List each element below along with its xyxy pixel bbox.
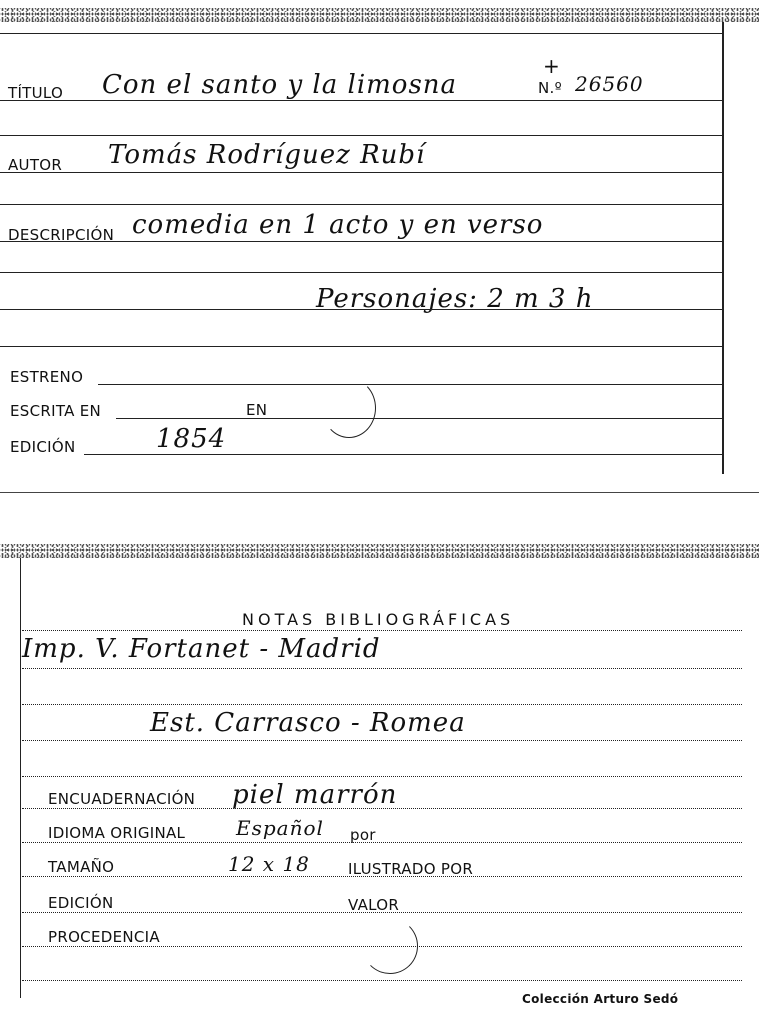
card-top-edge-speckle [0,8,759,22]
rule [0,272,722,273]
rule [22,946,742,947]
en-label: EN [246,401,268,419]
escrita-en-label: ESCRITA EN [10,402,102,420]
encuadernacion-value: piel marrón [232,780,398,810]
rule [0,33,722,34]
idioma-value: Español [236,816,324,840]
rule [116,418,722,419]
numero-label: N.º [538,79,562,97]
card-top-edge-speckle [0,544,759,558]
rule [22,842,742,843]
tamano-value: 12 x 18 [228,852,310,876]
descripcion-value: comedia en 1 acto y en verso [132,210,544,240]
descripcion-value-line2: Personajes: 2 m 3 h [316,284,594,314]
notes-line-1: Imp. V. Fortanet - Madrid [22,634,381,664]
valor-label: VALOR [348,896,400,914]
rule [22,980,742,981]
rule [0,204,722,205]
autor-label: AUTOR [8,156,63,174]
rule [0,135,722,136]
titulo-label: TÍTULO [8,84,64,102]
edicion-value: 1854 [156,424,227,454]
descripcion-label: DESCRIPCIÓN [8,226,115,244]
rule [84,454,722,455]
edicion-label: EDICIÓN [48,894,114,912]
rule [22,776,742,777]
card-separator [0,492,759,493]
rule [0,309,722,310]
rule [22,740,742,741]
collection-footer: Colección Arturo Sedó [522,992,679,1006]
tamano-label: TAMAÑO [48,858,115,876]
encuadernacion-label: ENCUADERNACIÓN [48,790,196,808]
notes-heading: NOTAS BIBLIOGRÁFICAS [242,610,515,629]
rule [0,346,722,347]
rule [0,241,722,242]
notes-line-2: Est. Carrasco - Romea [150,708,466,738]
rule [0,100,722,101]
catalog-card-main [0,0,759,492]
cross-mark: + [543,54,561,78]
rule [22,808,742,809]
edicion-label: EDICIÓN [10,438,76,456]
rule [22,912,742,913]
rule [22,876,742,877]
punch-hole-mark [322,378,376,438]
rule [22,704,742,705]
titulo-value: Con el santo y la limosna [102,70,458,100]
procedencia-label: PROCEDENCIA [48,928,160,946]
estreno-label: ESTRENO [10,368,84,386]
ilustrado-label: ILUSTRADO POR [348,860,474,878]
autor-value: Tomás Rodríguez Rubí [108,140,426,170]
por-label: por [350,826,376,844]
catalog-card-notes [0,540,759,1028]
rule [22,668,742,669]
rule [22,630,742,631]
numero-value: 26560 [575,72,644,96]
rule [0,172,722,173]
rule [98,384,722,385]
idioma-label: IDIOMA ORIGINAL [48,824,186,842]
